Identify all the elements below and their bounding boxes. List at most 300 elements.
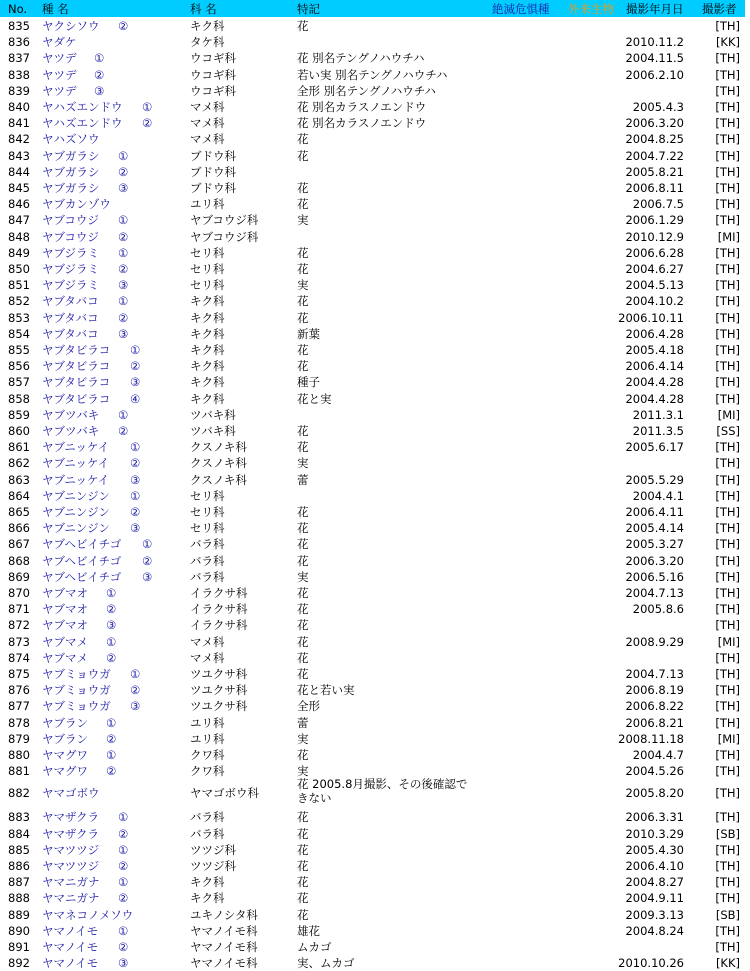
table-row xyxy=(0,553,745,569)
species-name: ヤハズソウ xyxy=(42,132,100,147)
table-row xyxy=(0,455,745,471)
family-name: ツツジ科 xyxy=(190,842,236,857)
note-text: 花 xyxy=(297,618,309,633)
family-name: キク科 xyxy=(190,343,225,357)
photo-date: 2006.5.16 xyxy=(625,569,684,584)
photo-date: 2010.11.2 xyxy=(625,35,684,50)
photographer: [TH] xyxy=(715,602,740,617)
note-text: 全形 別名テングノハウチハ xyxy=(297,83,437,98)
family-name: ウコギ科 xyxy=(190,51,236,66)
note-text: 花 xyxy=(297,197,309,212)
family-name: ツバキ科 xyxy=(190,424,236,438)
row-number: 883 xyxy=(8,810,30,825)
family-name: クワ科 xyxy=(190,764,225,779)
species-name: ヤブコウジ xyxy=(42,213,99,228)
table-row xyxy=(0,18,745,34)
family-name: バラ科 xyxy=(190,810,225,825)
photographer: [TH] xyxy=(715,764,740,779)
variant-number: ② xyxy=(118,940,129,954)
family-name: ブドウ科 xyxy=(190,181,236,195)
photographer: [TH] xyxy=(715,488,740,503)
family-name: イラクサ科 xyxy=(190,602,248,617)
table-row xyxy=(0,99,745,115)
variant-number: ② xyxy=(130,505,141,519)
photo-date: 2005.4.14 xyxy=(625,521,684,536)
table-row xyxy=(0,809,745,825)
photographer: [TH] xyxy=(715,310,740,325)
note-text: 花 xyxy=(297,359,309,374)
row-number: 860 xyxy=(8,424,30,438)
table-row xyxy=(0,650,745,666)
photographer: [TH] xyxy=(715,116,740,131)
table-row xyxy=(0,261,745,277)
photographer: [KK] xyxy=(715,35,740,50)
variant-number: ③ xyxy=(118,326,129,341)
note-text: 若い実 別名テングノハウチハ xyxy=(297,67,448,82)
photographer: [TH] xyxy=(715,19,740,33)
photo-date: 2004.7.13 xyxy=(625,586,684,600)
row-number: 867 xyxy=(8,537,30,552)
species-name: ヤマツツジ xyxy=(42,859,100,873)
species-name: ヤツデ xyxy=(42,51,77,66)
table-row xyxy=(0,715,745,731)
photo-date: 2005.8.6 xyxy=(632,602,684,617)
row-number: 836 xyxy=(8,35,30,50)
family-name: ツユクサ科 xyxy=(190,683,248,698)
species-name: ヤクシソウ xyxy=(42,19,100,33)
photographer: [TH] xyxy=(715,683,740,698)
table-row xyxy=(0,826,745,842)
photographer: [TH] xyxy=(715,472,740,487)
family-name: バラ科 xyxy=(190,569,225,584)
variant-number: ③ xyxy=(130,375,141,390)
table-row xyxy=(0,682,745,698)
photo-date: 2006.8.19 xyxy=(625,683,684,698)
row-number: 870 xyxy=(8,586,30,600)
row-number: 835 xyxy=(8,19,30,33)
species-name: ヤハズエンドウ xyxy=(42,116,123,131)
row-number: 892 xyxy=(8,956,30,971)
photographer: [KK] xyxy=(715,956,740,971)
family-name: セリ科 xyxy=(190,245,225,260)
table-row xyxy=(0,907,745,923)
note-text: 花 xyxy=(297,505,309,519)
row-number: 881 xyxy=(8,764,30,779)
photo-date: 2005.4.3 xyxy=(632,100,684,114)
note-text: ムカゴ xyxy=(297,940,332,954)
row-number: 837 xyxy=(8,51,30,66)
table-row xyxy=(0,148,745,164)
variant-number: ③ xyxy=(118,278,129,293)
note-text: 花 別名カラスノエンドウ xyxy=(297,100,427,114)
header-photographer: 撮影者 xyxy=(702,2,737,16)
species-name: ヤハズエンドウ xyxy=(42,100,123,114)
row-number: 841 xyxy=(8,116,30,131)
species-name: ヤブタビラコ xyxy=(42,375,111,390)
photo-date: 2011.3.1 xyxy=(632,407,684,422)
photographer: [MI] xyxy=(717,229,740,244)
variant-number: ① xyxy=(118,148,129,163)
row-number: 854 xyxy=(8,326,30,341)
photographer: [TH] xyxy=(715,67,740,82)
header-endangered: 絶滅危惧種 xyxy=(492,2,550,16)
species-name: ヤブニンジン xyxy=(42,521,110,536)
photo-date: 2010.3.29 xyxy=(625,826,684,841)
table-row xyxy=(0,890,745,906)
note-text: 全形 xyxy=(297,699,320,714)
family-name: セリ科 xyxy=(190,488,225,503)
table-row xyxy=(0,488,745,504)
row-number: 856 xyxy=(8,359,30,374)
family-name: イラクサ科 xyxy=(190,586,248,600)
table-row xyxy=(0,858,745,874)
note-text: 花 xyxy=(297,650,309,665)
table-row xyxy=(0,423,745,439)
species-name: ヤマネコノメソウ xyxy=(42,907,134,922)
table-row xyxy=(0,472,745,488)
photo-date: 2005.4.30 xyxy=(625,842,684,857)
variant-number: ① xyxy=(130,488,141,503)
variant-number: ① xyxy=(118,407,129,422)
header-notes: 特記 xyxy=(297,2,320,16)
variant-number: ① xyxy=(130,440,141,455)
row-number: 865 xyxy=(8,505,30,519)
table-row xyxy=(0,229,745,245)
photographer: [TH] xyxy=(715,521,740,536)
table-row xyxy=(0,374,745,390)
note-text: 蕾 xyxy=(297,715,309,730)
photo-date: 2005.3.27 xyxy=(625,537,684,552)
family-name: クワ科 xyxy=(190,748,225,762)
family-name: クスノキ科 xyxy=(190,456,247,471)
photo-date: 2006.8.11 xyxy=(625,181,684,195)
species-name: ヤブニンジン xyxy=(42,488,110,503)
species-name: ヤブヘビイチゴ xyxy=(42,569,122,584)
photo-date: 2008.11.18 xyxy=(618,731,684,746)
photo-date: 2006.8.22 xyxy=(625,699,684,714)
table-row xyxy=(0,326,745,342)
family-name: ヤマノイモ科 xyxy=(190,940,258,954)
table-row xyxy=(0,245,745,261)
note-text: 花 xyxy=(297,310,309,325)
note-text: 花 xyxy=(297,19,309,33)
row-number: 873 xyxy=(8,634,30,649)
photo-date: 2010.12.9 xyxy=(625,229,684,244)
species-name: ヤブジラミ xyxy=(42,245,100,260)
row-number: 858 xyxy=(8,391,30,406)
row-number: 864 xyxy=(8,488,30,503)
note-text: 実 xyxy=(297,456,309,471)
photographer: [TH] xyxy=(715,923,740,938)
family-name: ブドウ科 xyxy=(190,148,236,163)
species-name: ヤブニッケイ xyxy=(42,472,110,487)
table-row xyxy=(0,520,745,536)
note-text: 花 xyxy=(297,343,309,357)
family-name: バラ科 xyxy=(190,826,225,841)
species-name: ヤブツバキ xyxy=(42,424,100,438)
variant-number: ② xyxy=(130,683,141,698)
family-name: マメ科 xyxy=(190,132,225,147)
variant-number: ① xyxy=(106,715,117,730)
header-alien-species: 外来生物 xyxy=(568,2,614,16)
family-name: ユリ科 xyxy=(190,715,225,730)
table-row xyxy=(0,391,745,407)
note-text: 花 xyxy=(297,440,309,455)
table-row xyxy=(0,779,745,809)
family-name: バラ科 xyxy=(190,553,225,568)
variant-number: ② xyxy=(118,229,129,244)
row-number: 843 xyxy=(8,148,30,163)
row-number: 857 xyxy=(8,375,30,390)
photographer: [TH] xyxy=(715,667,740,681)
family-name: ヤマノイモ科 xyxy=(190,923,258,938)
family-name: マメ科 xyxy=(190,650,225,665)
variant-number: ① xyxy=(142,100,153,114)
photographer: [TH] xyxy=(715,618,740,633)
species-name: ヤマグワ xyxy=(42,748,88,762)
row-number: 848 xyxy=(8,229,30,244)
photographer: [SB] xyxy=(715,826,740,841)
row-number: 884 xyxy=(8,826,30,841)
row-number: 885 xyxy=(8,842,30,857)
table-row xyxy=(0,67,745,83)
variant-number: ① xyxy=(106,586,117,600)
note-text: 実 xyxy=(297,764,309,779)
table-row xyxy=(0,50,745,66)
table-row xyxy=(0,617,745,633)
photo-date: 2004.8.27 xyxy=(625,875,684,890)
photo-date: 2006.3.20 xyxy=(625,116,684,131)
species-name: ヤブマメ xyxy=(42,650,88,665)
photographer: [TH] xyxy=(715,294,740,309)
note-text: 花 xyxy=(297,294,309,309)
species-name: ヤブマオ xyxy=(42,618,88,633)
species-name: ヤマツツジ xyxy=(42,842,100,857)
row-number: 846 xyxy=(8,197,30,212)
species-name: ヤブニッケイ xyxy=(42,456,110,471)
table-row xyxy=(0,164,745,180)
note-text: 実、ムカゴ xyxy=(297,956,355,971)
note-text: 実 xyxy=(297,213,309,228)
photo-date: 2004.5.13 xyxy=(625,278,684,293)
table-row xyxy=(0,569,745,585)
variant-number: ② xyxy=(118,19,129,33)
row-number: 880 xyxy=(8,748,30,762)
variant-number: ① xyxy=(118,810,129,825)
table-row xyxy=(0,939,745,955)
species-name: ヤブガラシ xyxy=(42,164,100,179)
note-text: 花 xyxy=(297,667,309,681)
species-name: ヤブガラシ xyxy=(42,181,100,195)
photographer: [TH] xyxy=(715,197,740,212)
header-species-name: 種 名 xyxy=(42,2,69,16)
table-row xyxy=(0,83,745,99)
header-family: 科 名 xyxy=(190,2,217,16)
row-number: 889 xyxy=(8,907,30,922)
variant-number: ① xyxy=(118,294,129,309)
photographer: [TH] xyxy=(715,213,740,228)
table-row xyxy=(0,874,745,890)
photo-date: 2004.4.1 xyxy=(632,488,684,503)
family-name: キク科 xyxy=(190,875,225,890)
photographer: [MI] xyxy=(717,634,740,649)
family-name: ウコギ科 xyxy=(190,67,236,82)
table-row xyxy=(0,698,745,714)
species-name: ヤブタビラコ xyxy=(42,391,111,406)
table-row xyxy=(0,277,745,293)
row-number: 845 xyxy=(8,181,30,195)
photo-date: 2005.5.29 xyxy=(625,472,684,487)
family-name: キク科 xyxy=(190,359,225,374)
table-row xyxy=(0,212,745,228)
table-row xyxy=(0,439,745,455)
photo-date: 2004.7.13 xyxy=(625,667,684,681)
variant-number: ③ xyxy=(106,618,117,633)
table-row xyxy=(0,180,745,196)
photo-date: 2005.6.17 xyxy=(625,440,684,455)
species-name: ヤマザクラ xyxy=(42,810,100,825)
variant-number: ② xyxy=(118,164,129,179)
table-row xyxy=(0,131,745,147)
species-name: ヤマノイモ xyxy=(42,940,99,954)
variant-number: ② xyxy=(106,764,117,779)
species-name: ヤブジラミ xyxy=(42,278,100,293)
variant-number: ④ xyxy=(130,391,141,406)
photographer: [TH] xyxy=(715,875,740,890)
row-number: 875 xyxy=(8,667,30,681)
photographer: [TH] xyxy=(715,100,740,114)
family-name: マメ科 xyxy=(190,634,225,649)
family-name: キク科 xyxy=(190,375,225,390)
photographer: [TH] xyxy=(715,375,740,390)
species-name: ヤブミョウガ xyxy=(42,699,111,714)
note-text: 花 別名テングノハウチハ xyxy=(297,51,425,66)
row-number: 840 xyxy=(8,100,30,114)
variant-number: ③ xyxy=(130,521,141,536)
note-text: 花 xyxy=(297,148,309,163)
species-name: ヤブマオ xyxy=(42,602,88,617)
row-number: 882 xyxy=(8,786,30,801)
note-text: 花 xyxy=(297,810,309,825)
family-name: ツツジ科 xyxy=(190,859,236,873)
note-text: 花 xyxy=(297,245,309,260)
photographer: [TH] xyxy=(715,505,740,519)
note-text: 花と若い実 xyxy=(297,683,355,698)
species-name: ヤブヘビイチゴ xyxy=(42,537,122,552)
variant-number: ① xyxy=(130,343,141,357)
variant-number: ② xyxy=(118,424,129,438)
family-name: キク科 xyxy=(190,310,225,325)
photo-date: 2004.4.28 xyxy=(625,391,684,406)
photographer: [TH] xyxy=(715,569,740,584)
photographer: [TH] xyxy=(715,440,740,455)
species-name: ヤマグワ xyxy=(42,764,88,779)
variant-number: ③ xyxy=(118,956,129,971)
photo-date: 2004.4.7 xyxy=(632,748,684,762)
variant-number: ② xyxy=(118,826,129,841)
variant-number: ③ xyxy=(118,181,129,195)
variant-number: ② xyxy=(106,650,117,665)
species-name: ヤブカンゾウ xyxy=(42,197,111,212)
note-text: 実 xyxy=(297,731,309,746)
table-row xyxy=(0,196,745,212)
photo-date: 2006.4.14 xyxy=(625,359,684,374)
species-name: ヤダケ xyxy=(42,35,77,50)
species-name: ヤマザクラ xyxy=(42,826,100,841)
note-text: 花 xyxy=(297,634,309,649)
row-number: 891 xyxy=(8,940,30,954)
family-name: クスノキ科 xyxy=(190,440,247,455)
note-text: 実 xyxy=(297,569,309,584)
variant-number: ① xyxy=(118,842,129,857)
variant-number: ① xyxy=(118,923,129,938)
family-name: ツユクサ科 xyxy=(190,667,248,681)
variant-number: ① xyxy=(94,51,105,66)
variant-number: ② xyxy=(130,456,141,471)
photo-date: 2005.4.18 xyxy=(625,343,684,357)
photo-date: 2004.8.25 xyxy=(625,132,684,147)
table-row xyxy=(0,536,745,552)
photographer: [TH] xyxy=(715,940,740,954)
photo-date: 2006.7.5 xyxy=(632,197,684,212)
photographer: [TH] xyxy=(715,650,740,665)
photo-date: 2006.6.28 xyxy=(625,245,684,260)
variant-number: ② xyxy=(118,310,129,325)
photographer: [TH] xyxy=(715,278,740,293)
note-text: 花 xyxy=(297,875,309,890)
species-name: ヤブガラシ xyxy=(42,148,100,163)
variant-number: ① xyxy=(118,213,129,228)
table-row xyxy=(0,955,745,971)
photographer: [TH] xyxy=(715,715,740,730)
row-number: 844 xyxy=(8,164,30,179)
family-name: ヤマゴボウ科 xyxy=(190,786,259,801)
variant-number: ① xyxy=(118,245,129,260)
photo-date: 2006.2.10 xyxy=(625,67,684,82)
photographer: [TH] xyxy=(715,786,740,801)
row-number: 887 xyxy=(8,875,30,890)
variant-number: ② xyxy=(142,553,153,568)
row-number: 890 xyxy=(8,923,30,938)
photographer: [TH] xyxy=(715,699,740,714)
photographer: [TH] xyxy=(715,83,740,98)
photographer: [TH] xyxy=(715,391,740,406)
family-name: マメ科 xyxy=(190,116,225,131)
table-row xyxy=(0,666,745,682)
family-name: マメ科 xyxy=(190,100,225,114)
note-text: 花 別名カラスノエンドウ xyxy=(297,116,427,131)
species-name: ヤブニッケイ xyxy=(42,440,110,455)
row-number: 874 xyxy=(8,650,30,665)
variant-number: ② xyxy=(94,67,105,82)
row-number: 847 xyxy=(8,213,30,228)
species-name: ヤブタバコ xyxy=(42,294,99,309)
table-row xyxy=(0,842,745,858)
note-text: 雄花 xyxy=(297,923,320,938)
row-number: 859 xyxy=(8,407,30,422)
photographer: [TH] xyxy=(715,859,740,873)
photo-date: 2006.3.20 xyxy=(625,553,684,568)
note-text: 新葉 xyxy=(297,326,320,341)
family-name: ユリ科 xyxy=(190,197,225,212)
variant-number: ② xyxy=(106,731,117,746)
variant-number: ② xyxy=(118,859,129,873)
row-number: 852 xyxy=(8,294,30,309)
note-text: 花 xyxy=(297,521,309,536)
variant-number: ① xyxy=(106,634,117,649)
row-number: 871 xyxy=(8,602,30,617)
row-number: 862 xyxy=(8,456,30,471)
